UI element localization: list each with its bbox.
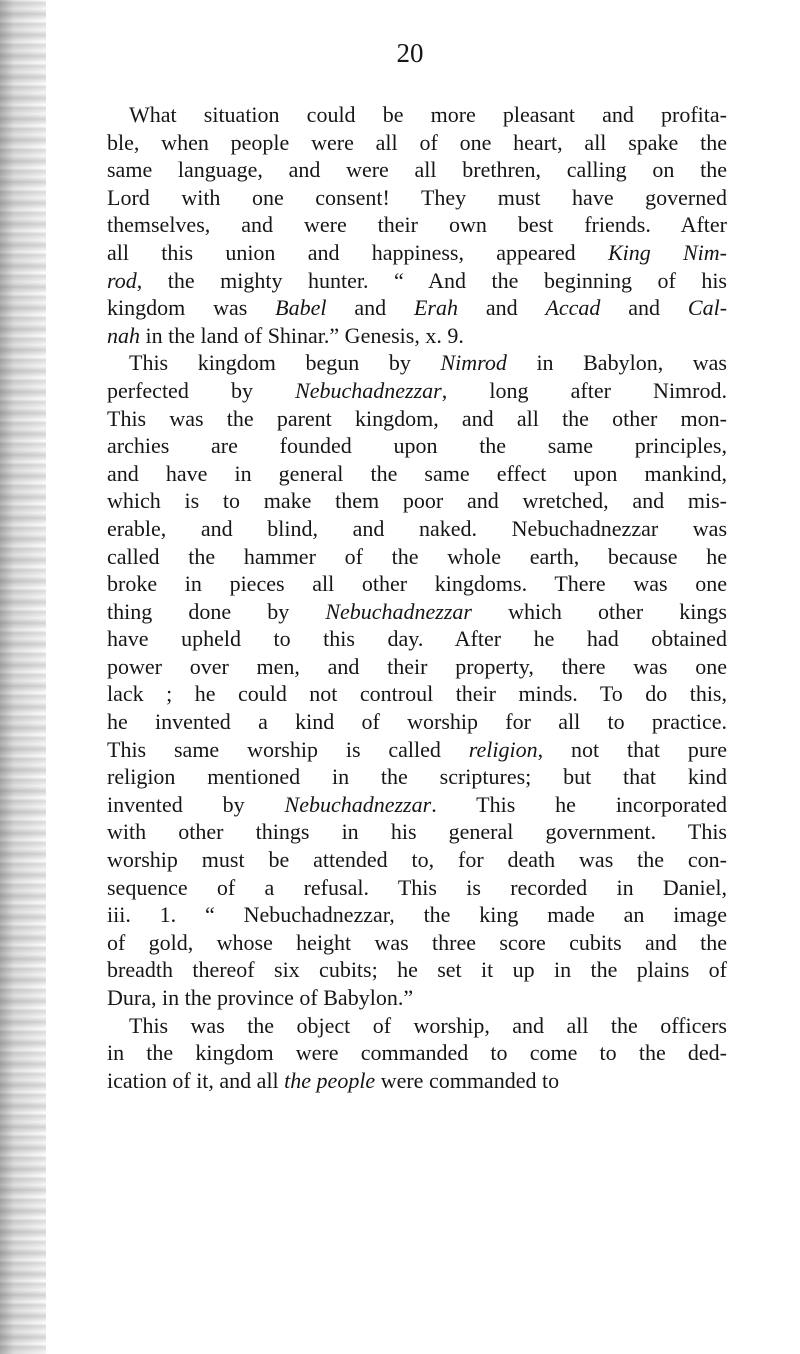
text-line [107, 460, 727, 488]
text-line [107, 1039, 727, 1067]
italic-text-run: the people [284, 1067, 376, 1093]
text-line [107, 294, 727, 322]
text-line [107, 1012, 727, 1040]
text-run: which other kings [472, 598, 727, 624]
text-run: What situation could be more pleasant and profita- [129, 102, 727, 127]
italic-text-run: Nebuchadnezzar [284, 791, 432, 817]
text-run: , long after Nimrod. [441, 377, 727, 403]
text-run: and [326, 295, 414, 321]
text-line [107, 487, 727, 515]
text-line [107, 129, 727, 157]
text-run: worship must be attended to, for death was the con- [107, 847, 727, 873]
italic-text-run: nah [107, 322, 140, 348]
italic-text-run: Erah [413, 295, 458, 321]
text-line [107, 929, 727, 957]
text-line [107, 763, 727, 791]
text-line [107, 184, 727, 212]
page-number: 20 [396, 38, 424, 68]
text-run: same language, and were all brethren, calling on the [107, 157, 727, 183]
text-run: and have in general the same effect upon mankind, [107, 460, 727, 486]
italic-text-run: Nebuchadnezzar [295, 377, 442, 403]
text-line [107, 570, 727, 598]
text-run: ication of it, and all [107, 1067, 285, 1093]
page-binding-edge [0, 0, 46, 1354]
text-line [107, 680, 727, 708]
text-line [107, 432, 727, 460]
text-line [107, 874, 727, 902]
text-run: Lord with one consent! They must have governed [107, 184, 727, 210]
text-line [107, 708, 727, 736]
text-run: This same worship is called [107, 736, 469, 762]
text-run: invented by [107, 791, 285, 817]
text-line [107, 598, 727, 626]
italic-text-run: Accad [545, 295, 601, 321]
text-run: ble, when people were all of one heart, all spake the [107, 129, 727, 155]
text-run: broke in pieces all other kingdoms. There was one [107, 571, 727, 597]
text-line [107, 349, 727, 377]
text-run: . This he incorporated [431, 791, 727, 817]
text-line [107, 846, 727, 874]
text-line [107, 1067, 727, 1095]
text-line [107, 956, 727, 984]
text-run: breadth thereof six cubits; he set it up in the plains of [107, 957, 727, 983]
italic-text-run: religion [468, 736, 538, 762]
page-text [107, 101, 727, 1094]
text-run: and [600, 295, 688, 321]
italic-text-run: rod [107, 267, 137, 293]
text-run: kingdom was [107, 295, 276, 321]
text-run: with other things in his general government. This [107, 819, 727, 845]
text-line [107, 543, 727, 571]
text-run: themselves, and were their own best friends. After [107, 212, 727, 238]
text-run: all this union and happiness, appeared [107, 239, 608, 265]
text-run: were commanded to [375, 1067, 560, 1093]
text-run: in Babylon, was [506, 350, 727, 376]
text-line [107, 515, 727, 543]
text-line [107, 322, 727, 350]
text-line [107, 405, 727, 433]
text-run: erable, and blind, and naked. Nebuchadnezzar was [107, 515, 727, 541]
text-line [107, 653, 727, 681]
text-run: This was the parent kingdom, and all the other mon- [107, 405, 727, 431]
italic-text-run: King Nim- [607, 239, 727, 265]
text-run: in the kingdom were commanded to come to the ded- [107, 1040, 727, 1066]
text-line [107, 736, 727, 764]
text-line [107, 239, 727, 267]
text-run: iii. 1. “ Nebuchadnezzar, the king made an image [107, 902, 727, 928]
text-run: This kingdom begun by [129, 350, 441, 376]
text-run: perfected by [107, 377, 296, 403]
text-line [107, 267, 727, 295]
text-run: called the hammer of the whole earth, because he [107, 543, 727, 569]
text-run: in the land of Shinar.” Genesis, x. 9. [140, 322, 464, 348]
text-line [107, 984, 727, 1012]
text-line [107, 377, 727, 405]
text-run: , the mighty hunter. “ And the beginning of his [136, 267, 727, 293]
text-run: he invented a kind of worship for all to practice. [107, 709, 727, 735]
text-run: power over men, and their property, there was one [107, 653, 727, 679]
text-run: have upheld to this day. After he had obtained [107, 626, 727, 652]
text-line [107, 101, 727, 129]
text-run: This was the object of worship, and all the officers [129, 1012, 727, 1038]
text-run: thing done by [107, 598, 326, 624]
text-line [107, 156, 727, 184]
text-run: Dura, in the province of Babylon.” [107, 985, 414, 1010]
text-run: religion mentioned in the scriptures; but that kind [107, 764, 727, 790]
text-run: of gold, whose height was three score cubits and the [107, 929, 727, 955]
text-run: which is to make them poor and wretched, and mis- [107, 488, 727, 514]
text-line [107, 211, 727, 239]
italic-text-run: Babel [275, 295, 327, 321]
text-line [107, 791, 727, 819]
text-line [107, 625, 727, 653]
text-line [107, 901, 727, 929]
italic-text-run: Cal- [687, 295, 728, 321]
text-run: lack ; he could not controul their minds. To do this, [107, 681, 727, 707]
text-run: , not that pure [537, 736, 727, 762]
text-run: sequence of a refusal. This is recorded in Daniel, [107, 874, 727, 900]
italic-text-run: Nebuchadnezzar [325, 598, 472, 624]
text-run: archies are founded upon the same principles, [107, 433, 727, 459]
italic-text-run: Nimrod [440, 350, 507, 376]
text-line [107, 818, 727, 846]
text-run: and [457, 295, 546, 321]
